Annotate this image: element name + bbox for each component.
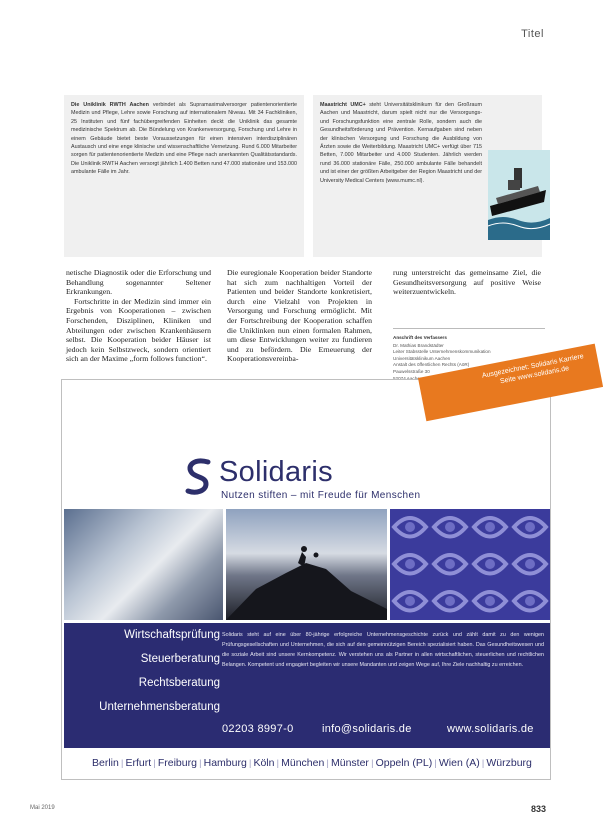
service-label: Rechtsberatung (138, 677, 220, 689)
contact-phone[interactable]: 02203 8997-0 (222, 723, 294, 735)
city-name: Berlin (92, 757, 119, 769)
article-paragraph: Die euregionale Kooperation beider Standorte hat sich zum nachhaltigen Vorteil der Patienten und beider Standorte konkretisiert, durch eine Vielzahl von Projekten in Versorgung und Forschung ermöglicht. Mit der Fortschreibung der Kooperation schaffen die Uniklinken nun einen formalen Rahmen, um diese Entwicklungen weiter zu fundieren und zu befördern. Die Erneuerung der Kooperationsvereinba- (227, 268, 372, 364)
article-paragraph: Fortschritte in der Medizin sind immer ein Ergebnis von Kooperationen – zwischen Forschenden, Disziplinen, Kliniken und Abteilungen oder zwischen Krankenhäusern selbst. Die Kooperation beider Häuser ist jedoch kein Selbstzweck, sondern orientiert sich an der Maxime „form follows function“. (66, 296, 211, 364)
info-box-lead: Maastricht UMC+ (320, 102, 366, 108)
author-line: Universitätsklinikum Aachen (393, 355, 451, 361)
city-name: Wien (A) (438, 757, 480, 769)
issue-date: Mai 2019 (30, 805, 55, 811)
contact-email[interactable]: info@solidaris.de (322, 723, 412, 735)
author-line: Dr. Mathias Brandstädter (393, 342, 444, 348)
author-box-label: Anschrift des Verfassers (393, 335, 447, 340)
city-name: Oppeln (PL) (375, 757, 433, 769)
ad-body-text: Solidaris steht auf eine über 80-jährige erfolgreiche Unternehmensgeschichte zurück und zählt damit zu den wenigen Prüfungsgesellschaften und Unternehmen, die sich auf den gemeinnützigen Bereich spezialisiert haben. Das Gesundheitswesen und die soziale Arbeit sind unsere Kernkompetenz. Wir verstehen uns als Partner in allen wirtschaftlichen, steuerlichen und rechtlichen Belangen. Kompetent und engagiert begleiten wir unsere Mandanten und zeigen Wege auf, Ihre Ziele nachhaltig zu erreichen. (222, 632, 544, 669)
brand-tagline: Nutzen stiften – mit Freude für Menschen (221, 490, 421, 501)
photo-documents (64, 509, 223, 620)
city-name: Köln (253, 757, 275, 769)
article-paragraph: rung unterstreicht das gemeinsame Ziel, die Gesundheitsversorgung auf positive Weise weiterzuentwickeln. (393, 268, 541, 297)
climber-silhouette-icon (226, 509, 387, 620)
contact-website[interactable]: www.solidaris.de (447, 723, 534, 735)
article-column-1 (66, 268, 211, 364)
info-box-text: verbindet als Supramaximalversorger patientenorientierte Medizin und Pflege, Lehre sowie Forschung auf internationalem Niveau. Mit 34 Fachkliniken, 25 Instituten und fünf fachübergreifenden Einheiten deckt die Uniklinik das gesamte medizinische Spektrum ab. Die Bündelung von Krankenversorgung, Forschung und Lehre in einem Gebäude bietet beste Voraussetzungen für einen intensiven interdisziplinären Austausch und eine enge klinische und wissenschaftliche Vernetzung. Rund 6.000 Mitarbeiter sorgen für patientenorientierte Medizin und eine Pflege nach anerkannten Qualitätsstandards. Die Uniklinik RWTH Aachen versorgt jährlich 1.400 Betten rund 47.000 stationäre und 153.000 ambulante Fälle im Jahr. (71, 102, 297, 176)
author-line: Leiter Stabsstelle Unternehmenskommunikation (393, 349, 491, 355)
article-column-2 (227, 268, 372, 364)
city-name: München (281, 757, 325, 769)
city-name: Würzburg (486, 757, 532, 769)
info-box-uniklinik (64, 95, 304, 257)
author-line: Anstalt des öffentlichen Rechts (AöR) (393, 362, 470, 368)
author-line: Pauwelsstraße 30 (393, 368, 430, 374)
photo-climbers (226, 509, 387, 620)
service-label: Wirtschaftsprüfung (124, 629, 220, 641)
service-label: Unternehmensberatung (99, 701, 220, 713)
ship-illustration (488, 150, 550, 240)
service-label: Steuerberatung (140, 653, 220, 665)
city-name: Hamburg (203, 757, 247, 769)
brand-name: Solidaris (219, 456, 333, 488)
city-name: Freiburg (157, 757, 197, 769)
solidaris-logo-icon (184, 458, 212, 496)
article-column-3 (393, 268, 541, 297)
award-badge[interactable]: Ausgezeichnet: Solidaris Karriere Seite www.solidaris.de (418, 344, 603, 422)
city-name: Münster (330, 757, 369, 769)
page-number: 833 (530, 804, 546, 814)
info-box-lead: Die Uniklinik RWTH Aachen (71, 102, 149, 108)
city-name: Erfurt (125, 757, 152, 769)
pattern-graphic (390, 509, 550, 620)
article-paragraph: netische Diagnostik oder die Erforschung und Behandlung sogenannter Seltener Erkrankungen. (66, 268, 211, 297)
section-title: Titel (521, 28, 544, 40)
office-locations: Berlin | Erfurt | Freiburg | Hamburg | Köln | München | Münster | Oppeln (PL) | Wien (A) | Würzburg (92, 757, 532, 769)
info-box-text: steht Universitätsklinikum für den Großraum Aachen und Maastricht, darum spielt nicht nur die Versorgungs- und Forschungsfunktion eine zentrale Rolle, sondern auch die Gesundheitsförderung und Prävention. Kernaufgaben sind neben der klinischen Versorgung und Forschung die Ausbildung von Ärzten sowie die Weiterbildung. Maastricht UMC+ verfügt über 715 Betten, 7.000 Mitarbeiter und 4.000 Studenten. Jährlich werden rund 36.000 stationäre Fälle, 250.000 ambulante Fälle behandelt und ist einer der größten Arbeitgeber der Region Maastricht und der University Medical Centers (www.mumc.nl). (320, 102, 483, 184)
